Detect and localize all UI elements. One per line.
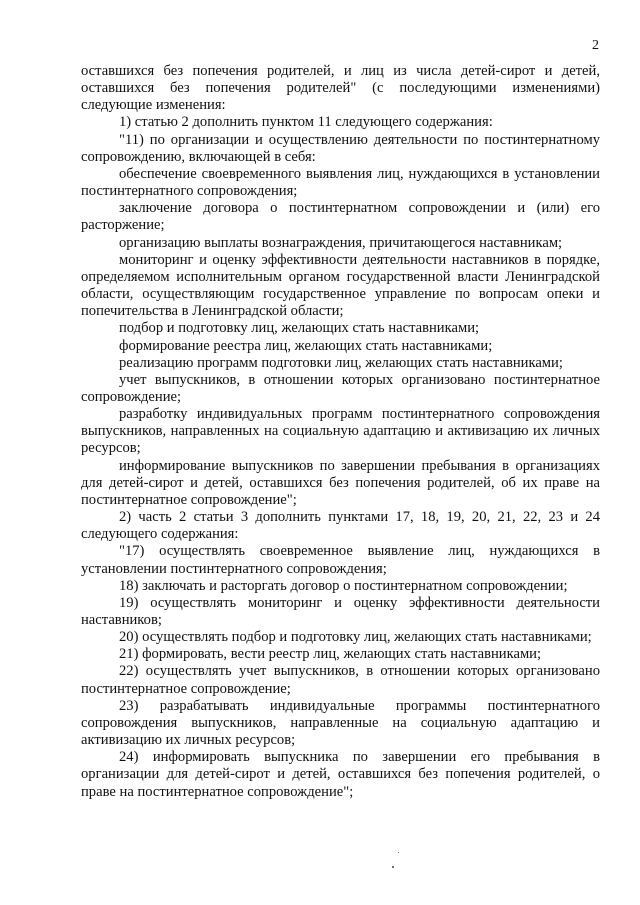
paragraph: организацию выплаты вознаграждения, причитающегося наставникам;	[119, 234, 563, 251]
paragraph: информирование выпускников по завершении пребывания в организациях для детей-сирот и детей, оставшихся без попечения родителей, об их праве на постинтернатное сопровождение";	[81, 457, 600, 508]
paragraph: подбор и подготовку лиц, желающих стать наставниками;	[119, 320, 480, 337]
paragraph: 2) часть 2 статьи 3 дополнить пунктами 17, 18, 19, 20, 21, 22, 23 и 24 следующего содержания:	[81, 509, 600, 543]
paragraph: разработку индивидуальных программ постинтернатного сопровождения выпускников, направленных на социальную адаптацию и активизацию их личных ресурсов;	[81, 406, 600, 457]
paragraph: реализацию программ подготовки лиц, желающих стать наставниками;	[119, 354, 563, 371]
scan-speck	[398, 852, 399, 853]
paragraph: учет выпускников, в отношении которых организовано постинтернатное сопровождение;	[81, 371, 600, 405]
paragraph: "11) по организации и осуществлению деятельности по постинтернатному сопровождению, включающей в себя:	[81, 131, 600, 165]
paragraph: 21) формировать, вести реестр лиц, желающих стать наставниками;	[119, 646, 542, 663]
paragraph: 24) информировать выпускника по завершении его пребывания в организации для детей-сирот и детей, оставшихся без попечения родителей, о праве на постинтернатное сопровождение";	[81, 749, 600, 800]
scan-speck	[392, 866, 394, 868]
paragraph: формирование реестра лиц, желающих стать наставниками;	[119, 337, 493, 354]
paragraph: 19) осуществлять мониторинг и оценку эффективности деятельности наставников;	[81, 594, 600, 628]
paragraph: оставшихся без попечения родителей, и лиц из числа детей-сирот и детей, оставшихся без попечения родителей" (с последующими изменениями) следующие изменения:	[81, 63, 600, 114]
paragraph: 20) осуществлять подбор и подготовку лиц, желающих стать наставниками;	[119, 629, 592, 646]
paragraph: заключение договора о постинтернатном сопровождении и (или) его расторжение;	[81, 200, 600, 234]
paragraph: 22) осуществлять учет выпускников, в отношении которых организовано постинтернатное сопровождение;	[81, 663, 600, 697]
paragraph: 23) разрабатывать индивидуальные программы постинтернатного сопровождения выпускников, направленные на социальную адаптацию и активизацию их личных ресурсов;	[81, 697, 600, 749]
paragraph: "17) осуществлять своевременное выявление лиц, нуждающихся в установлении постинтернатного сопровождения;	[81, 543, 600, 577]
paragraph: 18) заключать и расторгать договор о постинтернатном сопровождении;	[119, 577, 568, 594]
paragraph: обеспечение своевременного выявления лиц, нуждающихся в установлении постинтернатного сопровождения;	[81, 165, 600, 200]
paragraph: мониторинг и оценку эффективности деятельности наставников в порядке, определяемом исполнительным органом государственной власти Ленинградской области, осуществляющим государственное управление по вопросам опеки и попечительства в Ленинградской области;	[81, 251, 600, 320]
page-number: 2	[592, 38, 599, 53]
document-body	[81, 63, 600, 801]
paragraph: 1) статью 2 дополнить пунктом 11 следующего содержания:	[119, 114, 493, 131]
